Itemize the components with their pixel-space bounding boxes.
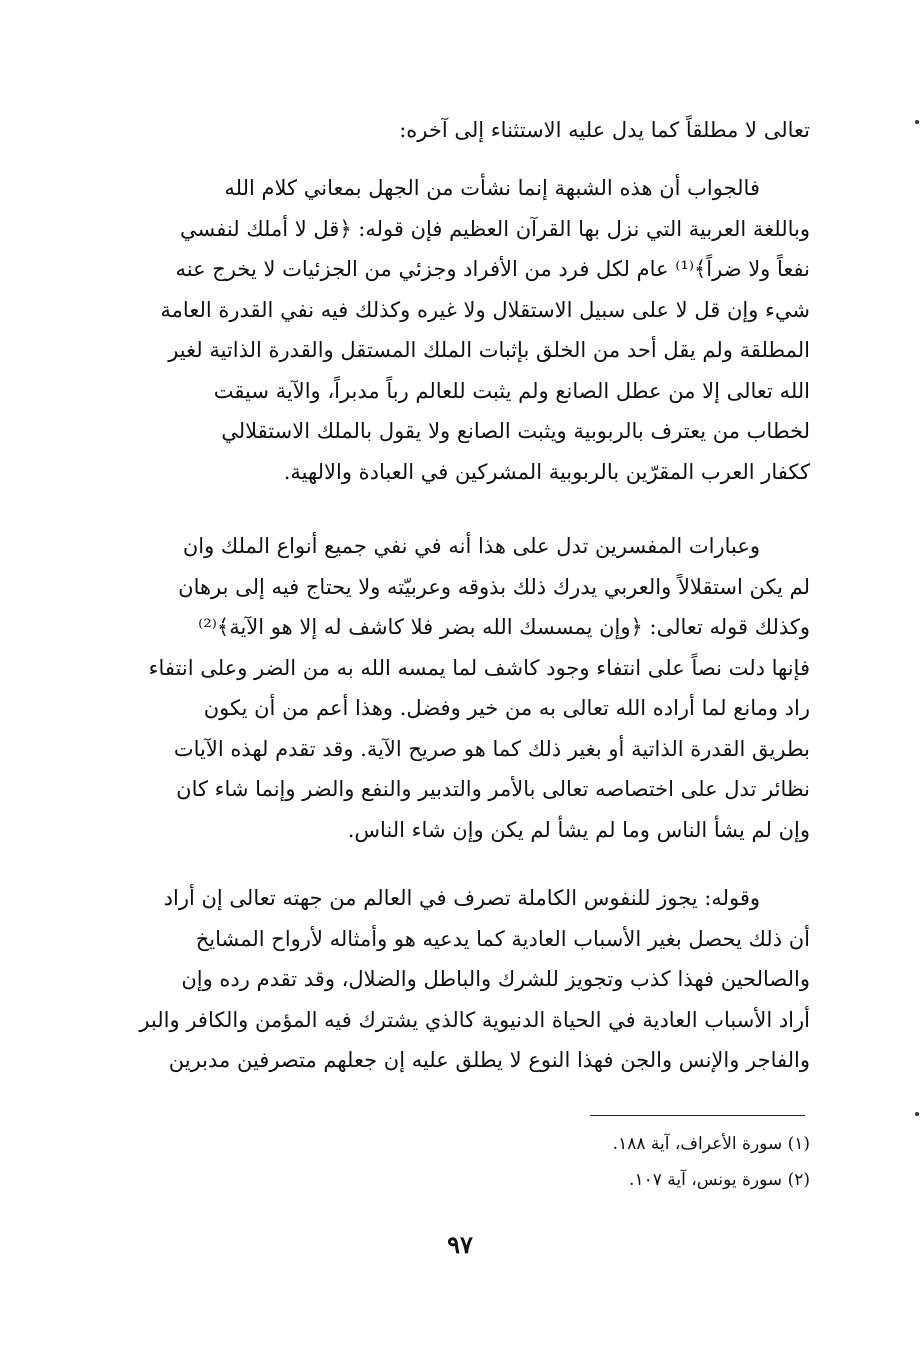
text-line: المطلقة ولم يقل أحد من الخلق بإثبات الملك المستقل والقدرة الذاتية لغير xyxy=(168,338,810,362)
text-line: تعالى لا مطلقاً كما يدل عليه الاستثناء إلى آخره: xyxy=(399,118,810,142)
footnote-separator xyxy=(590,1115,805,1116)
text-line: شيء وإن قل لا على سبيل الاستقلال ولا غيره وكذلك فيه نفي القدرة العامة xyxy=(160,297,810,322)
text-line: والفاجر والإنس والجن فهذا النوع لا يطلق عليه إن جعلهم متصرفين مدبرين xyxy=(168,1048,810,1072)
text-line: فالجواب أن هذه الشبهة إنما نشأت من الجهل بمعاني كلام الله xyxy=(224,176,760,200)
text-line: أن ذلك يحصل بغير الأسباب العادية كما يدعيه هو وأمثاله لأرواح المشايخ xyxy=(195,926,810,951)
scan-mark xyxy=(915,1112,919,1116)
footnote-2: (٢) سورة يونس، آية ١٠٧. xyxy=(629,1170,810,1190)
text-line: وكذلك قوله تعالى: ﴿وإن يمسسك الله بضر فلا كاشف له إلا هو الآية﴾⁽²⁾ xyxy=(198,615,810,639)
text-line: لخطاب من يعترف بالربوبية ويثبت الصانع ولا يقول بالملك الاستقلالي xyxy=(221,419,810,443)
text-line: فإنها دلت نصاً على انتفاء وجود كاشف لما يمسه الله به من الضر وعلى انتفاء xyxy=(148,655,810,680)
text-line: الله تعالى إلا من عطل الصانع ولم يثبت للعالم رباً مدبراً، والآية سيقت xyxy=(213,378,810,403)
footnote-1: (١) سورة الأعراف، آية ١٨٨. xyxy=(612,1134,810,1154)
text-line: وإن لم يشأ الناس وما لم يشأ لم يكن وإن شاء الناس. xyxy=(347,817,810,842)
text-line: نظائر تدل على اختصاصه تعالى بالأمر والتدبير والنفع والضر وإنما شاء كان xyxy=(176,777,810,801)
scan-mark xyxy=(915,120,919,124)
text-line: لم يكن استقلالاً والعربي يدرك ذلك بذوقه وعربيّته ولا يحتاج فيه إلى برهان xyxy=(178,574,810,599)
paragraph-continuation xyxy=(118,110,810,151)
text-line: راد ومانع لما أراده الله تعالى به من خير وفضل. وهذا أعم من أن يكون xyxy=(203,696,810,720)
text-line: نفعاً ولا ضراً﴾⁽¹⁾ عام لكل فرد من الأفراد وجزئي من الجزئيات لا يخرج عنه xyxy=(175,257,810,281)
text-line: وعبارات المفسرين تدل على هذا أنه في نفي جميع أنواع الملك وان xyxy=(182,534,760,558)
page-number: ٩٧ xyxy=(447,1230,473,1259)
footnotes xyxy=(480,1126,810,1198)
paragraph-answer xyxy=(118,168,810,492)
text-line: وقوله: يجوز للنفوس الكاملة تصرف في العالم من جهته تعالى إن أراد xyxy=(163,886,760,910)
text-line: أراد الأسباب العادية في الحياة الدنيوية كالذي يشترك فيه المؤمن والكافر والبر xyxy=(139,1007,810,1032)
paragraph-his-saying xyxy=(118,878,810,1081)
text-line: ككفار العرب المقرّين بالربوبية المشركين في العبادة والالهية. xyxy=(283,459,810,484)
paragraph-commentators xyxy=(118,526,810,850)
text-line: وباللغة العربية التي نزل بها القرآن العظيم فإن قوله: ﴿قل لا أملك لنفسي xyxy=(180,216,810,241)
text-line: بطريق القدرة الذاتية أو بغير ذلك كما هو صريح الآية. وقد تقدم لهذه الآيات xyxy=(173,736,810,761)
text-line: والصالحين فهذا كذب وتجويز للشرك والباطل والضلال، وقد تقدم رده وإن xyxy=(181,967,810,991)
